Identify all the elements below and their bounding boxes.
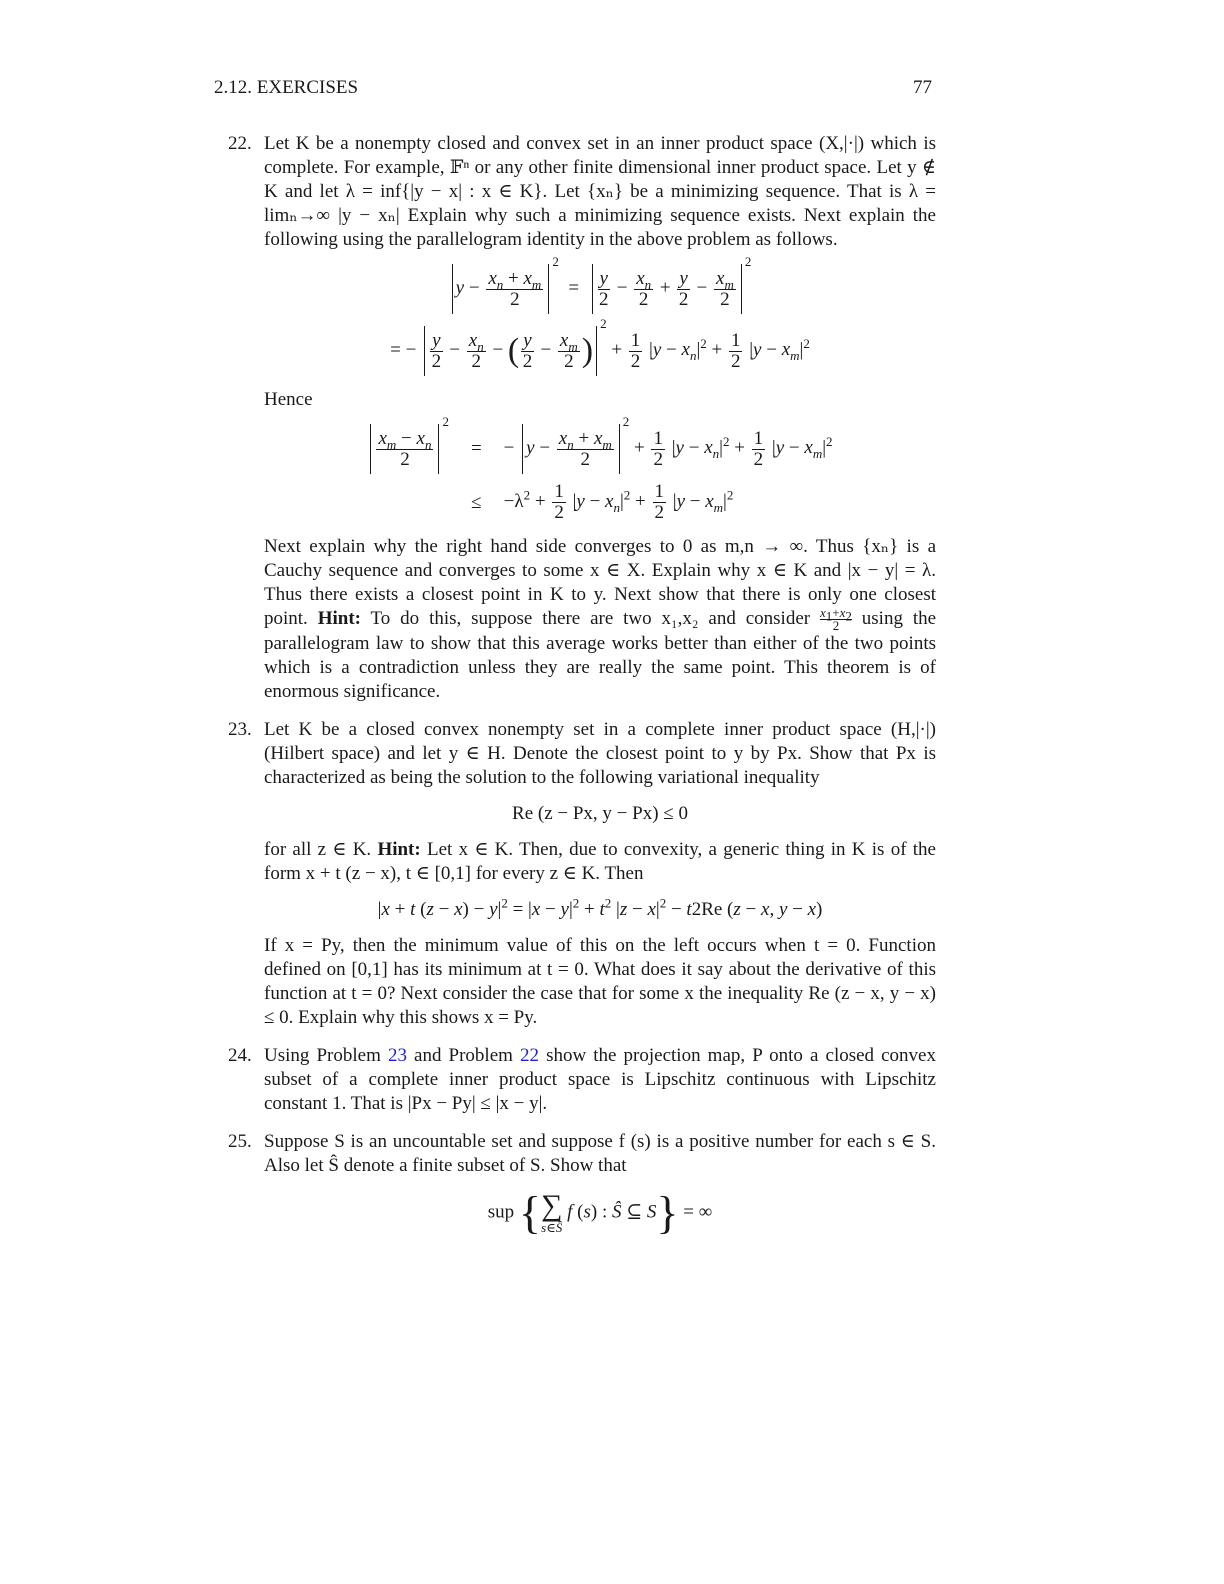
parallelogram-equation-1: y − $\frac{x_n + x_m}{2}$ $^2$ = $\frac{y}{2}$ − $\frac{x_n}{2}$ + $\frac{y}{2}$ − $\frac{x_m}{2}$ $^2$ — [264, 264, 936, 314]
exercise-list — [228, 132, 936, 1250]
problem-25-text: Suppose S is an uncountable set and suppose f (s) is a positive number for each s ∈ S. Also let Ŝ denote a finite subset of S. Show that — [264, 1131, 936, 1177]
variational-inequality: Re (z − Px, y − Px) ≤ 0 — [512, 803, 688, 825]
hint-label: Hint: — [317, 608, 361, 629]
hint-label: Hint: — [377, 839, 421, 861]
problem-24 — [228, 1044, 936, 1116]
problem-23-link[interactable]: 23 — [387, 1045, 407, 1067]
problem-25 — [228, 1130, 936, 1239]
problem-24-text: Using Problem 23 and Problem 22 show the projection map, P onto a closed convex subset of a complete inner product space is Lipschitz continuous with Lipschitz constant 1. That is |Px − Py| ≤ |x − y|. — [264, 1045, 936, 1115]
problem-23 — [228, 718, 936, 1030]
expansion-equation: |x + t $(z - x) - y|^2 = |x - y|^2 + t^2$ $|z - x|^2 - t2Re$ (z − x, y − x) — [377, 895, 823, 921]
cauchy-estimate: $\frac{x_m - x_n}{2}$ $^2$ = − y − $\frac{x_n + x_m}{2}$ $^2$ + $\frac{1}{2}$ $|y - x_n|^2$ + $\frac{1}{2}$ $|y - x_m|^2$ ≤ $-\lambda^2$ + $\frac{1}{2}$ $|y - x_n|^2$ + $\frac{1}{2}$ $|y - x_m|^2$ — [264, 424, 936, 523]
running-header-section: 2.12. EXERCISES — [214, 77, 359, 98]
problem-number: 24. — [228, 1045, 252, 1067]
parallelogram-equation-2: = − $\frac{y}{2}$ − $\frac{x_n}{2}$ − ( $\frac{y}{2}$ − $\frac{x_m}{2}$ )$^2$ + $\frac{1}{2}$ $|y - x_n|^2$ + $\frac{1}{2}$ $|y - x_m|^2$ — [264, 326, 936, 376]
average-fraction: $\frac{x_1+x_2}{2}$ — [819, 605, 852, 634]
hence-label: Hence — [264, 389, 313, 410]
problem-22-outro: Next explain why the right hand side converges to 0 as m,n → ∞. Thus {xₙ} is a Cauchy sequence and converges to some x ∈ X. Explain why x ∈ K and |x − y| = λ. Thus there exists a closest point in K to y. Next show that there is only one closest point. Hint: To do this, suppose there are two x₁,x₂ and consider $\frac{x_1+x_2}{2}$ using the parallelogram law to show that this average works better than either of the two points which is a contradiction unless they are really the same point. This theorem is of enormous significance. — [264, 536, 937, 703]
problem-23-intro: Let K be a closed convex nonempty set in a complete inner product space (H,|·|) (Hilbert space) and let y ∈ H. Denote the closest point to y by Px. Show that Px is characterized as being the solution to the following variational inequality — [264, 719, 936, 789]
problem-22 — [228, 132, 936, 704]
problem-number: 25. — [228, 1131, 252, 1153]
problem-23-outro: If x = Py, then the minimum value of this on the left occurs when t = 0. Function defined on [0,1] has its minimum at t = 0. What does it say about the derivative of this function at t = 0? Next consider the case that for some x the inequality Re (z − x, y − x) ≤ 0. Explain why this shows x = Py. — [264, 935, 936, 1029]
problem-22-link[interactable]: 22 — [520, 1045, 539, 1067]
page-number: 77 — [913, 77, 932, 98]
problem-number: 22. — [228, 133, 252, 154]
problem-22-intro: Let K be a nonempty closed and convex set in an inner product space (X,|·|) which is complete. For example, 𝔽ⁿ or any other finite dimensional inner product space. Let y ∉ K and let λ = inf{|y − x| : x ∈ K}. Let {xₙ} be a minimizing sequence. That is λ = limₙ→∞ |y − xₙ| Explain why such a minimizing sequence exists. Next explain the following using the parallelogram identity in the above problem as follows. — [264, 133, 936, 250]
supremum-equation: sup { ∑ s∈Ŝ f (s) : Ŝ ⊆ S} = ∞ — [487, 1187, 713, 1239]
problem-23-middle: for all z ∈ K. Hint: Let x ∈ K. Then, due to convexity, a generic thing in K is of the form x + t (z − x), t ∈ [0,1] for every z ∈ K. Then — [264, 839, 936, 885]
problem-number: 23. — [228, 719, 252, 741]
